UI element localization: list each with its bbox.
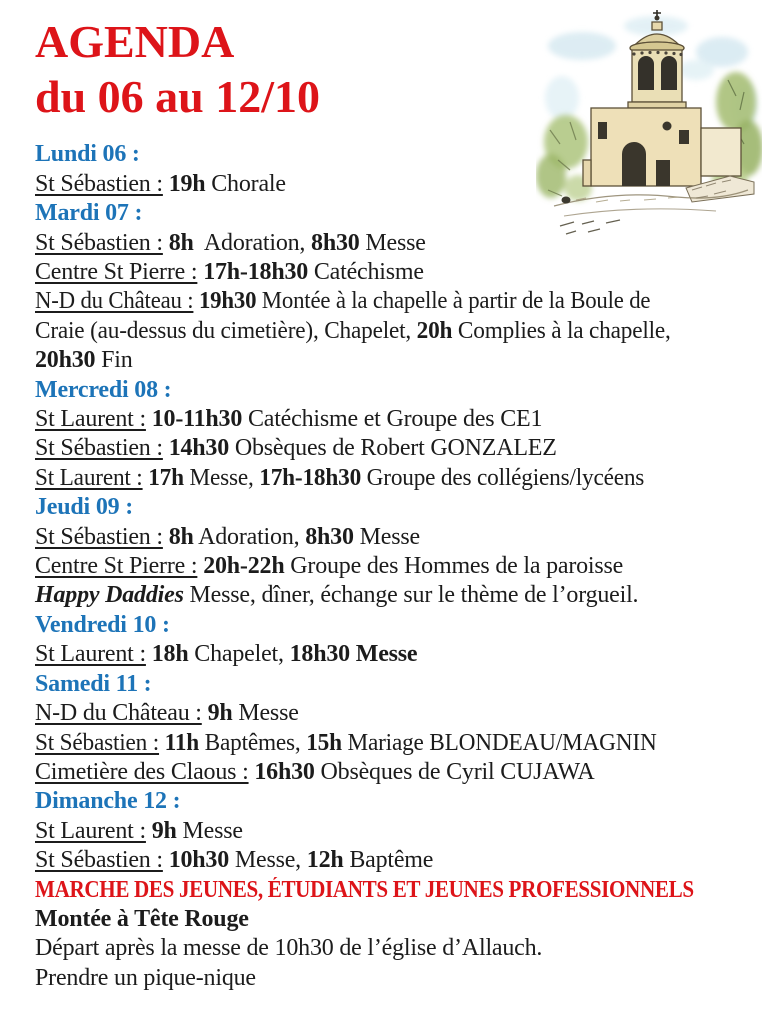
day-heading: Lundi 06 :	[35, 141, 140, 168]
location-label: St Laurent :	[35, 406, 146, 433]
time-value: 8h30	[305, 523, 354, 550]
location-label: St Sébastien :	[35, 435, 163, 462]
text: Prendre un pique-nique	[35, 964, 256, 991]
location-label: St Laurent :	[35, 641, 146, 668]
time-value: 18h	[151, 641, 189, 668]
page-title-line1: AGENDA	[35, 16, 235, 67]
day-heading: Mercredi 08 :	[35, 376, 172, 403]
time-value: 19h30	[198, 288, 257, 315]
agenda-line	[35, 758, 741, 787]
time-value: 19h	[168, 170, 206, 197]
agenda-body	[35, 140, 741, 993]
location-label: N-D du Château :	[35, 700, 202, 727]
time-value: 20h-22h	[203, 553, 285, 580]
day-heading: Mardi 07 :	[35, 200, 143, 227]
location-label: Centre St Pierre :	[35, 553, 198, 580]
agenda-line	[35, 552, 741, 581]
time-value: 15h	[306, 729, 342, 756]
agenda-line	[35, 317, 720, 346]
text: Adoration,	[193, 523, 306, 550]
text: Catéchisme	[308, 259, 424, 285]
agenda-line	[35, 964, 741, 993]
page-title-line2: du 06 au 12/10	[35, 71, 321, 123]
location-label: St Sébastien :	[35, 847, 163, 874]
time-value: 10-11h30	[151, 406, 243, 433]
time-value: 18h30 Messe	[289, 641, 418, 668]
agenda-line	[35, 729, 720, 758]
agenda-line	[35, 376, 741, 405]
text: Mariage BLONDEAU/MAGNIN	[341, 729, 657, 756]
agenda-line	[35, 464, 720, 493]
time-value: 12h	[306, 847, 344, 874]
text: Groupe des collégiens/lycéens	[361, 464, 645, 491]
text: Fin	[95, 347, 133, 374]
text: Messe	[353, 523, 420, 550]
day-heading: Jeudi 09 :	[35, 494, 134, 521]
agenda-line	[35, 905, 741, 934]
text: Messe,	[229, 847, 307, 874]
event-title: Montée à Tête Rouge	[35, 905, 249, 932]
location-label: St Sébastien :	[35, 729, 160, 756]
agenda-line	[35, 287, 706, 316]
text: Chapelet,	[188, 641, 290, 668]
agenda-line	[35, 640, 741, 669]
text: Catéchisme et Groupe des CE1	[242, 406, 543, 433]
location-label: St Sébastien :	[35, 523, 163, 550]
text: Messe	[359, 229, 426, 256]
time-value: 9h	[151, 817, 177, 844]
text: Baptêmes,	[199, 729, 307, 756]
time-value: 8h	[168, 523, 194, 550]
agenda-line	[35, 934, 741, 963]
text: Complies à la chapelle,	[452, 317, 671, 344]
agenda-line	[35, 611, 741, 640]
agenda-line	[35, 787, 741, 816]
text: Craie (au-dessus du cimetière), Chapelet,	[35, 317, 417, 344]
march-announcement: MARCHE DES JEUNES, ÉTUDIANTS ET JEUNES PROFESSIONNELS	[35, 876, 694, 903]
agenda-line	[35, 699, 741, 728]
church-illustration	[536, 10, 762, 240]
location-label: St Laurent :	[35, 464, 143, 491]
agenda-line	[35, 846, 741, 875]
agenda-line	[35, 346, 741, 375]
text: Obsèques de Cyril CUJAWA	[314, 758, 595, 785]
agenda-line	[35, 670, 741, 699]
church-watercolor-svg	[536, 10, 762, 240]
agenda-line	[35, 405, 741, 434]
time-value: 11h	[164, 729, 200, 756]
location-label: St Laurent :	[35, 817, 146, 844]
time-value: 8h30	[311, 229, 360, 256]
text: Baptême	[343, 847, 434, 874]
time-value: 17h-18h30	[203, 259, 309, 285]
text: Départ après la messe de 10h30 de l’église d’Allauch.	[35, 935, 543, 962]
text: Adoration,	[193, 229, 312, 256]
time-value: 16h30	[254, 758, 315, 785]
day-heading: Dimanche 12 :	[35, 788, 181, 815]
time-value: 9h	[207, 700, 233, 727]
time-value: 10h30	[168, 847, 230, 874]
time-value: 17h-18h30	[259, 464, 362, 491]
location-label: Cimetière des Claous :	[35, 758, 249, 785]
day-heading: Samedi 11 :	[35, 670, 152, 697]
time-value: 14h30	[168, 435, 230, 462]
text: Groupe des Hommes de la paroisse	[284, 553, 624, 580]
group-name: Happy Daddies	[35, 582, 184, 609]
agenda-line	[35, 581, 741, 610]
time-value: 20h30	[35, 347, 96, 374]
location-label: N-D du Château :	[35, 288, 194, 315]
day-heading: Vendredi 10 :	[35, 611, 170, 638]
text: Messe	[176, 817, 243, 844]
time-value: 17h	[148, 464, 184, 491]
agenda-line	[35, 523, 741, 552]
agenda-line	[35, 258, 741, 287]
text: Messe	[232, 700, 299, 727]
text: Messe, dîner, échange sur le thème de l’orgueil.	[183, 582, 639, 609]
agenda-line	[35, 434, 741, 463]
location-label: St Sébastien :	[35, 229, 163, 256]
time-value: 8h	[168, 229, 194, 256]
time-value: 20h	[416, 317, 453, 344]
text: Obsèques de Robert GONZALEZ	[229, 435, 557, 462]
agenda-line	[35, 817, 741, 846]
agenda-line	[35, 876, 694, 905]
text: Messe,	[183, 464, 260, 491]
text: Chorale	[205, 170, 286, 197]
location-label: St Sébastien :	[35, 170, 163, 197]
location-label: Centre St Pierre :	[35, 259, 198, 285]
text: Montée à la chapelle à partir de la Boule de	[256, 288, 651, 315]
agenda-line	[35, 493, 741, 522]
